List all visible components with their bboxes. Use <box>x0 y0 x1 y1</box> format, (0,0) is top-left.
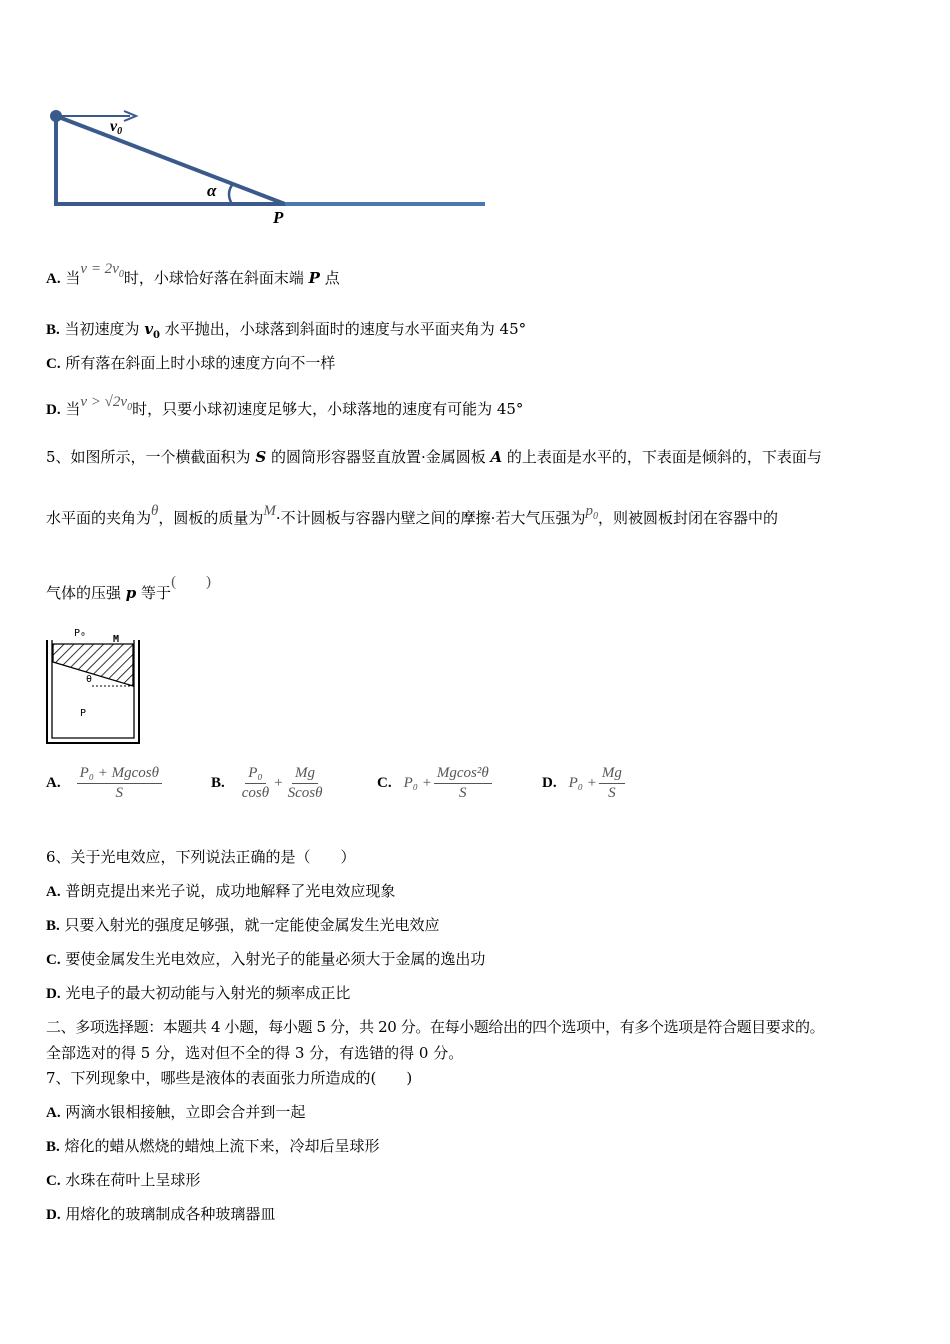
piston <box>53 644 133 686</box>
q6-option-d: D. 光电子的最大初动能与入射光的频率成正比 <box>46 984 351 1002</box>
incline-figure <box>40 100 500 230</box>
q4-option-a: A. 当$v = 2v_0$时，小球恰好落在斜面末端 P 点 <box>46 261 340 287</box>
q4a-condition: $v = 2v_0$ <box>80 261 124 280</box>
section2-instructions-line1: 二、多项选择题：本题共 4 小题，每小题 5 分，共 20 分。在每小题给出的四个选项中，有多个选项是符合题目要求的。 <box>46 1018 825 1036</box>
q7-option-c: C. 水珠在荷叶上呈球形 <box>46 1171 201 1189</box>
q5-stem-line2: 水平面的夹角为θ，圆板的质量为M·不计圆板与容器内壁之间的摩擦·若大气压强为$p_0$，则被圆板封闭在容器中的 <box>46 503 778 527</box>
gas-p-label: P <box>80 708 87 719</box>
cylinder-figure <box>44 624 148 746</box>
q6-option-a: A. 普朗克提出来光子说，成功地解释了光电效应现象 <box>46 882 396 900</box>
q7-option-a: A. 两滴水银相接触，立即会合并到一起 <box>46 1103 306 1121</box>
q4-option-c: C. 所有落在斜面上时小球的速度方向不一样 <box>46 354 336 372</box>
q4d-condition: $v > √2v_0$ <box>80 394 133 413</box>
theta-label: θ <box>86 674 93 685</box>
q4-option-b: B. 当初速度为 $v_0$ 水平抛出，小球落到斜面时的速度与水平面夹角为 45° <box>46 320 527 341</box>
q6-option-b: B. 只要入射光的强度足够强，就一定能使金属发生光电效应 <box>46 916 440 934</box>
q5-stem-line3: 气体的压强 p 等于( ) <box>46 574 212 602</box>
p0-label: P₀ <box>74 628 87 639</box>
section2-instructions-line2: 全部选对的得 5 分，选对但不全的得 3 分，有选错的得 0 分。 <box>46 1044 464 1062</box>
point-p-label: P <box>273 208 284 227</box>
q6-option-c: C. 要使金属发生光电效应，入射光子的能量必须大于金属的逸出功 <box>46 950 486 968</box>
q5-option-b: B. $\frac{\text{P₀}}{\cos\theta}$ + $\frac{Mg}{Scos\theta}$ <box>211 765 323 801</box>
q5-option-d: D. P₀ + $\frac{Mg}{S}$ <box>542 765 627 802</box>
q5-option-a: A. $\frac{\text{P₀ + Mgcosθ}}{S}$ <box>46 765 164 802</box>
velocity-label: v0 <box>110 118 123 137</box>
q4-option-d: D. 当$v > √2v_0$时，只要小球初速度足够大，小球落地的速度有可能为 45° <box>46 394 524 418</box>
q6-stem: 6、关于光电效应，下列说法正确的是（ ） <box>46 848 356 866</box>
angle-label: α <box>207 181 217 200</box>
q7-option-d: D. 用熔化的玻璃制成各种玻璃器皿 <box>46 1205 276 1223</box>
q7-stem: 7、下列现象中，哪些是液体的表面张力所造成的( ) <box>46 1069 413 1087</box>
q5-option-c: C. P₀ + $\frac{\text{Mgcos²θ}}{S}$ <box>377 765 494 802</box>
m-label: M <box>113 634 120 645</box>
q7-option-b: B. 熔化的蜡从燃烧的蜡烛上流下来，冷却后呈球形 <box>46 1137 380 1155</box>
q5-stem-line1: 5、如图所示，一个横截面积为 S 的圆筒形容器竖直放置·金属圆板 A 的上表面是水平的，下表面是倾斜的，下表面与 <box>46 448 822 466</box>
angle-arc <box>229 185 232 204</box>
incline-slope <box>56 116 285 204</box>
